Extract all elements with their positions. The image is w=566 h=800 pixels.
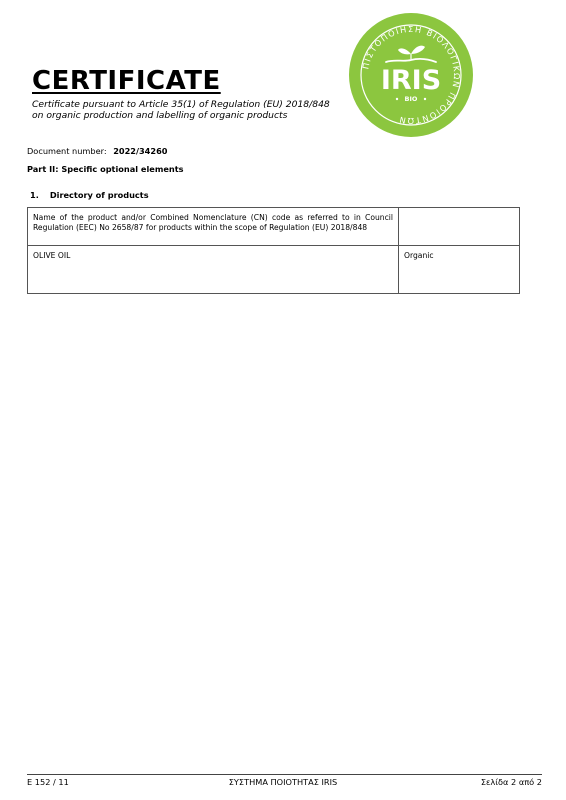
table-row — [28, 246, 520, 294]
table-header-product: Name of the product and/or Combined Nomenclature (CN) code as referred to in Council Regulation (EEC) No 2658/87 for products within the scope of Regulation (EU) 2018/848 — [28, 208, 399, 246]
subtitle-line-1: Certificate pursuant to Article 35(1) of Regulation (EU) 2018/848 — [32, 99, 330, 110]
logo-dot-right — [424, 98, 426, 100]
certificate-title: CERTIFICATE — [32, 66, 221, 96]
part-heading: Part II: Specific optional elements — [27, 164, 184, 174]
section-number: 1. — [30, 190, 39, 200]
logo-ring-text: ΠΙΣΤΟΠΟΙΗΣΗ ΒΙΟΛΟΓΙΚΩΝ ΠΡΟΪΟΝΤΩΝ — [360, 23, 463, 127]
logo-dot-left — [396, 98, 398, 100]
footer-page-number: Σελίδα 2 από 2 — [480, 777, 542, 787]
logo-brand-text: IRIS — [380, 65, 442, 96]
product-name: OLIVE OIL — [28, 246, 399, 294]
section-title: Directory of products — [49, 190, 149, 200]
section-heading — [30, 190, 149, 200]
document-number-label: Document number: — [27, 146, 107, 156]
document-number — [27, 146, 167, 156]
footer-divider — [27, 774, 542, 775]
table-header-row — [28, 208, 520, 246]
certificate-subtitle — [32, 99, 362, 121]
footer-system-name: ΣΥΣΤΗΜΑ ΠΟΙΟΤΗΤΑΣ IRIS — [228, 777, 338, 787]
table-header-status — [399, 208, 520, 246]
subtitle-line-2: on organic production and labelling of organic products — [32, 110, 288, 121]
footer-form-code: E 152 / 11 — [27, 777, 69, 787]
products-table — [27, 207, 520, 294]
document-number-value: 2022/34260 — [113, 146, 168, 156]
logo-sub-text: BIO — [404, 95, 418, 103]
iris-bio-logo — [348, 12, 474, 138]
product-status: Organic — [399, 246, 520, 294]
